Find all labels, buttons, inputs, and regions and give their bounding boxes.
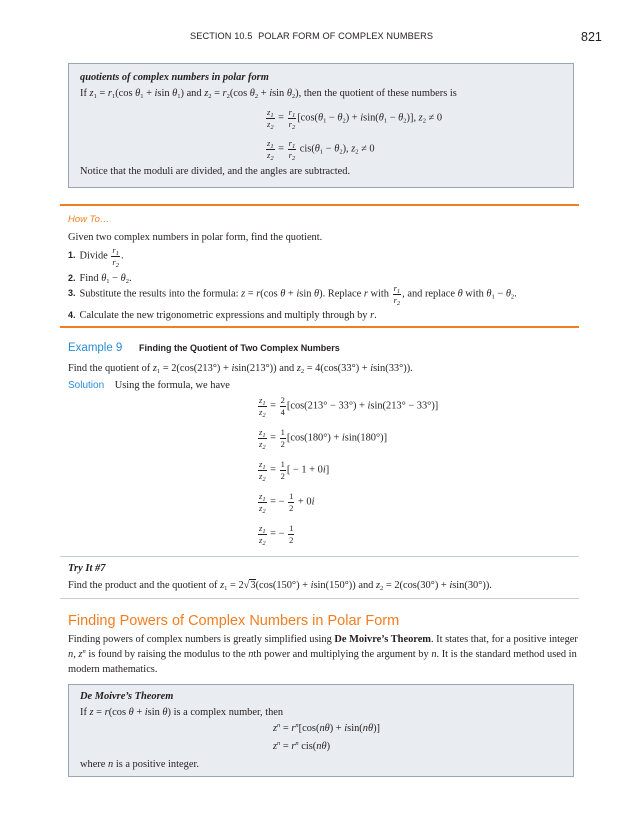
solution-step-2: $\frac{z_1}{z_2}$ = $\frac{1}{2}$ [cos(180°) + isin(180°)] bbox=[259, 427, 388, 451]
theorem-name: De Moivre’s Theorem bbox=[334, 634, 431, 645]
demoivre-formula-expanded: $z^n = r^n[\cos(n\theta) + isin(n\theta)]$ bbox=[273, 722, 380, 734]
powers-paragraph: Finding powers of complex numbers is greatly simplified using De Moivre’s Theorem. It states that, for a positive integer n, $z^n$ is found by raising the modulus to the nth power and multiplying the argument by n. It is the standard method used in modern mathematics. bbox=[68, 634, 578, 675]
solution-text: Using the formula, we have bbox=[114, 380, 230, 391]
howto-step-3: 3. Substitute the results into the formula: z = r(cos θ + isin θ). Replace r with $\frac{r_1}{r_2}$ , and replace θ with $\theta_1 - \theta_2$. bbox=[68, 283, 517, 307]
example-label: Example 9 bbox=[68, 342, 123, 354]
howto-label: How To… bbox=[68, 214, 110, 225]
demoivre-box-footer: where n is a positive integer. bbox=[80, 759, 199, 770]
howto-step-2: 2. Find $\theta_1 - \theta_2$. bbox=[68, 273, 132, 285]
page-number: 821 bbox=[581, 30, 602, 44]
howto-step-4: 4. Calculate the new trigonometric expressions and multiply through by r. bbox=[68, 310, 377, 321]
solution-step-5: $\frac{z_1}{z_2}$ = − $\frac{1}{2}$ bbox=[259, 523, 294, 547]
demoivre-formula-cis: $z^n = r^n$ cis(nθ) bbox=[273, 740, 331, 752]
header-title: POLAR FORM OF COMPLEX NUMBERS bbox=[258, 31, 434, 41]
solution-step-4: $\frac{z_1}{z_2}$ = − $\frac{1}{2}$ + 0i bbox=[259, 491, 315, 515]
quotient-formula-cis: $\frac{z_1}{z_2}$ = $\frac{r_1}{r_2}$ $cis(\theta_1 - \theta_2)$, $z_2 \ne 0$ bbox=[267, 138, 375, 162]
demoivre-box bbox=[68, 684, 574, 777]
quotients-box-note: Notice that the moduli are divided, and the angles are subtracted. bbox=[80, 166, 351, 177]
quotients-box-title: quotients of complex numbers in polar form bbox=[80, 72, 269, 83]
quotient-formula-expanded: $\frac{z_1}{z_2}$ = $\frac{r_1}{r_2}$ $[\cos(\theta_1 - \theta_2) + isin(\theta_1 - \theta_2)]$, $z_2 \ne 0$ bbox=[267, 107, 443, 131]
section-heading: Finding Powers of Complex Numbers in Polar Form bbox=[68, 613, 400, 629]
howto-step-1: 1. Divide $\frac{r_1}{r_2}$ . bbox=[68, 245, 124, 269]
howto-top-rule bbox=[60, 204, 579, 206]
howto-intro: Given two complex numbers in polar form, find the quotient. bbox=[68, 232, 323, 243]
tryit-top-rule bbox=[60, 556, 579, 557]
quotients-box bbox=[68, 63, 574, 188]
example-heading bbox=[68, 341, 340, 356]
solution-step-3: $\frac{z_1}{z_2}$ = $\frac{1}{2}$ [ − 1 + 0i] bbox=[259, 459, 330, 483]
tryit-bottom-rule bbox=[60, 598, 579, 599]
solution-step-1: $\frac{z_1}{z_2}$ = $\frac{2}{4}$ [cos(213° − 33°) + isin(213° − 33°)] bbox=[259, 395, 439, 419]
example-problem: Find the quotient of $z_1 = 2(\cos(213^\circ) + isin(213^\circ))$ and $z_2 = 4(\cos(33^\circ) + isin(33^\circ))$. bbox=[68, 363, 413, 375]
solution-label: Solution bbox=[68, 380, 105, 391]
demoivre-box-title: De Moivre’s Theorem bbox=[80, 691, 174, 702]
tryit-label: Try It #7 bbox=[68, 563, 106, 574]
running-header bbox=[190, 31, 433, 43]
howto-bottom-rule bbox=[60, 326, 579, 328]
tryit-text: Find the product and the quotient of $z_1 = 2√3(\cos(150^\circ) + isin(150^\circ))$ and $z_2 = 2(\cos(30^\circ) + isin(30^\circ))$. bbox=[68, 580, 492, 592]
solution-line bbox=[68, 379, 230, 393]
example-title: Finding the Quotient of Two Complex Numbers bbox=[138, 343, 340, 353]
demoivre-box-intro: If z = r(cos θ + isin θ) is a complex number, then bbox=[80, 707, 284, 718]
header-section: SECTION 10.5 bbox=[190, 31, 253, 41]
quotients-box-intro: If $z_1 = r_1(\cos$ $\theta_1 + isin$ $\theta_1$) and $z_2 = r_2(\cos$ $\theta_2 + isin$ $\theta_2$), then the quotient of these numbers is bbox=[80, 88, 457, 100]
